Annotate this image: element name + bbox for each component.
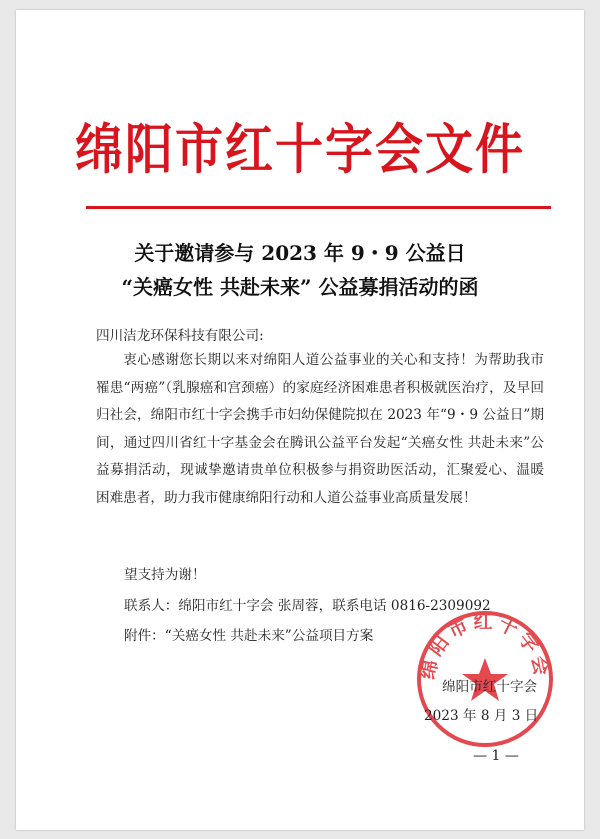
signature-date: 2023 年 8 月 3 日 [424,708,539,724]
signature-organization: 绵阳市红十字会 [442,679,538,695]
attachment-line: 附件：“关癌女性 共赴未来”公益项目方案 [124,628,374,644]
document-title-line-1: 关于邀请参与 2023 年 9・9 公益日 [134,241,466,265]
closing-remark: 望支持为谢！ [124,567,206,583]
document-header-title: 绵阳市红十字会文件 [74,118,525,182]
seal-text: 绵阳市红十字会 [417,611,553,681]
header-red-rule [86,206,551,209]
document-title-line-2: “关癌女性 共赴未来” 公益募捐活动的函 [121,275,479,299]
addressee: 四川洁龙环保科技有限公司: [96,328,264,344]
body-paragraph: 衷心感谢您长期以来对绵阳人道公益事业的关心和支持！为帮助我市罹患“两癌”（乳腺癌和宫颈癌）的家庭经济困难患者积极就医治疗，及早回归社会，绵阳市红十字会携手市妇幼保健院拟在 2023 年“9・9 公益日”期间，通过四川省红十字基金会在腾讯公益平台发起“关癌女性 共赴未来”公益募捐活动，现诚挚邀请贵单位积极参与捐资助医活动，汇聚爱心、温暖困难患者，助力我市健康绵阳行动和人道公益事业高质量发展！ [96,352,544,506]
document-title [16,236,584,304]
page-number: — 1 — [473,748,519,764]
document-page [16,10,584,830]
contact-line: 联系人：绵阳市红十字会 张周蓉，联系电话 0816-2309092 [124,598,491,614]
